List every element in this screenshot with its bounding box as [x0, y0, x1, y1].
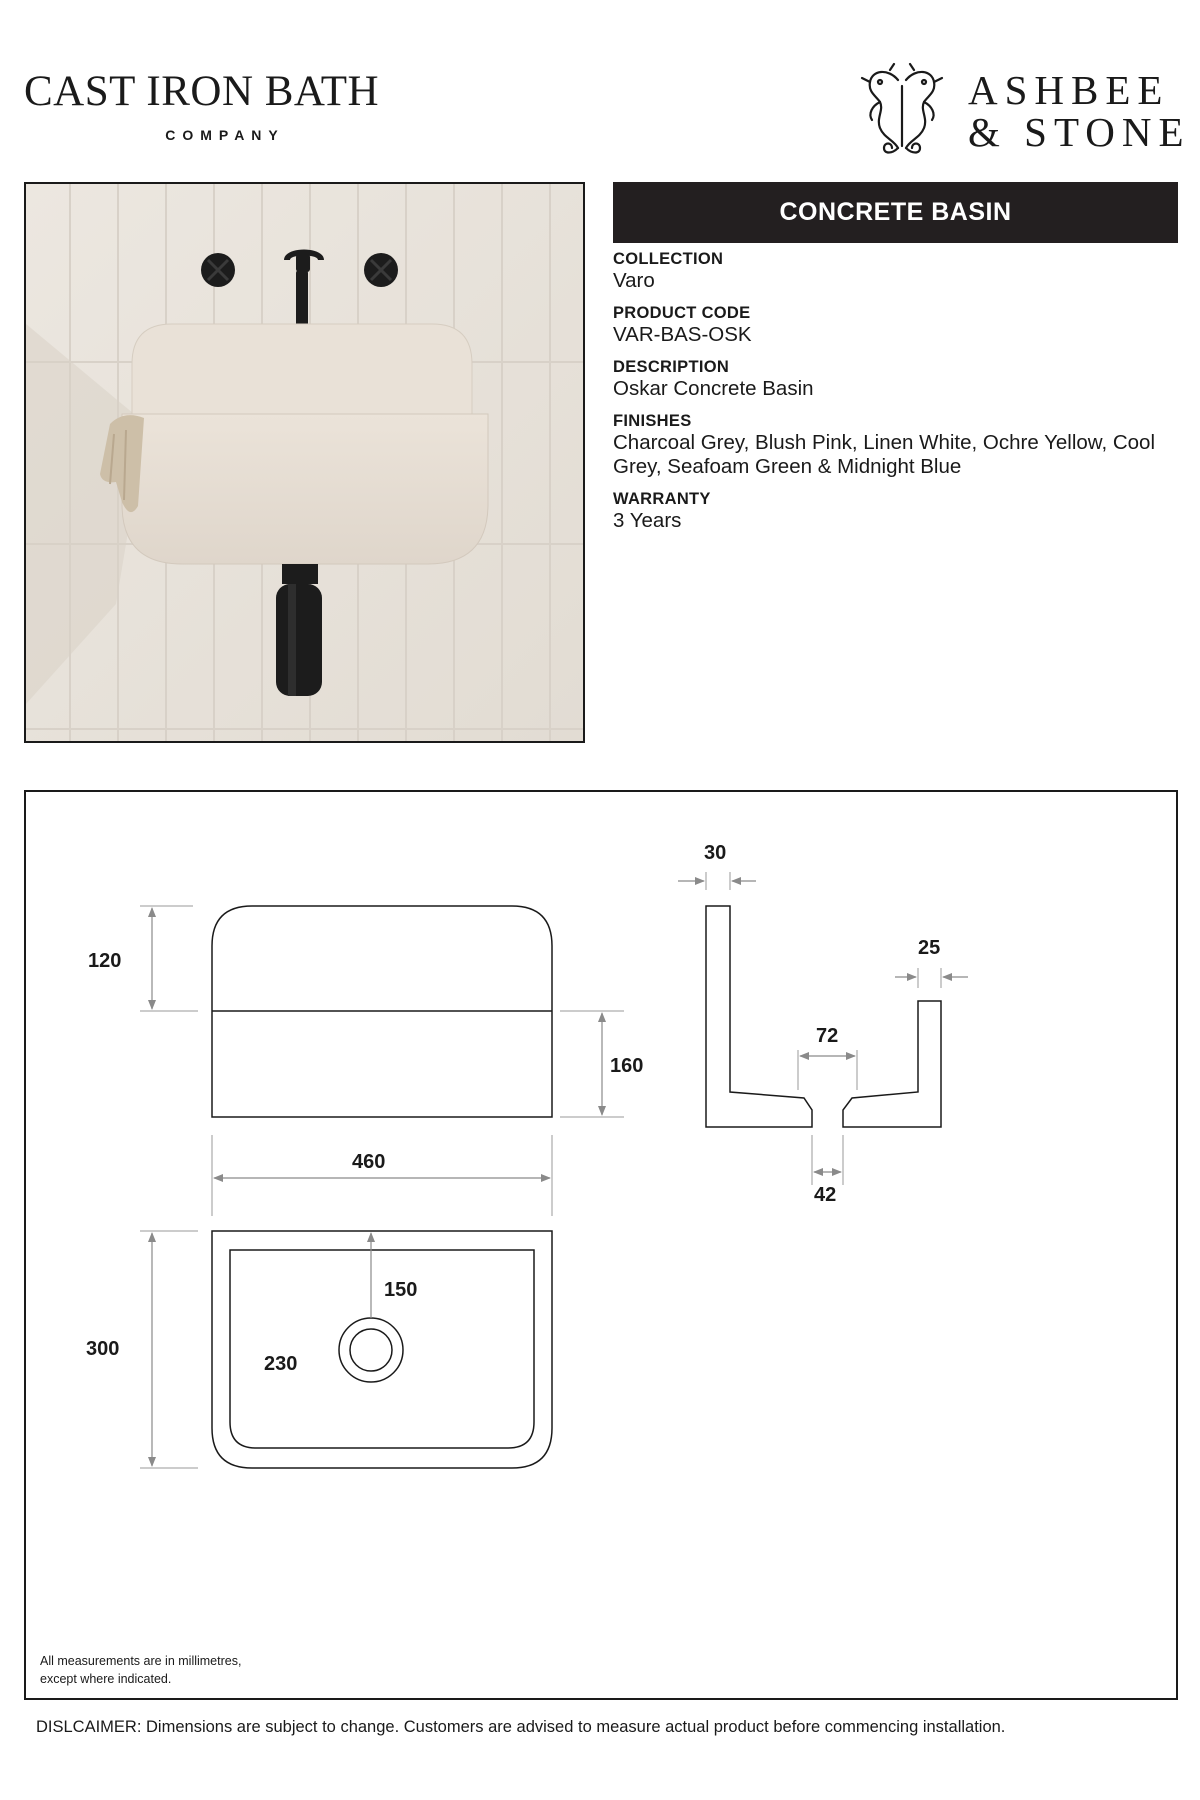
- plan-view-bowl: [230, 1250, 534, 1448]
- dim-waste-offset: 150: [384, 1279, 418, 1301]
- dimension-drawing: [26, 792, 1176, 1698]
- measurement-note-line-1: All measurements are in millimetres,: [40, 1653, 242, 1668]
- spec-product-code: [613, 304, 1183, 347]
- measurement-note: [40, 1652, 241, 1688]
- spec-label: FINISHES: [613, 411, 692, 430]
- dim-waste-opening: 72: [816, 1025, 839, 1047]
- product-photo: [24, 182, 585, 743]
- product-title: CONCRETE BASIN: [613, 182, 1178, 243]
- spec-value: VAR-BAS-OSK: [613, 322, 752, 346]
- dim-back-thickness: 30: [704, 842, 727, 864]
- dim-bowl-depth: 230: [264, 1353, 298, 1375]
- measurement-note-line-2: except where indicated.: [40, 1671, 172, 1686]
- spec-description: [613, 358, 1183, 401]
- spec-finishes: [613, 412, 1183, 479]
- dim-bowl-height: 160: [610, 1055, 644, 1077]
- ashbee-stone-logo: [858, 62, 1191, 162]
- cast-iron-bath-logo: [24, 70, 404, 143]
- spec-label: WARRANTY: [613, 489, 711, 508]
- spec-value: Charcoal Grey, Blush Pink, Linen White, Ochre Yellow, Cool Grey, Seafoam Green & Midnight Blue: [613, 430, 1155, 478]
- waste-inner: [350, 1329, 392, 1371]
- dim-front-thickness: 25: [918, 937, 941, 959]
- dim-upstand-height: 120: [88, 950, 122, 972]
- dim-width: 460: [352, 1151, 386, 1173]
- seahorse-emblem-icon: [858, 62, 946, 162]
- spec-collection: [613, 250, 1183, 293]
- spec-label: COLLECTION: [613, 250, 724, 268]
- spec-warranty: [613, 490, 1183, 533]
- brand-tagline: COMPANY: [165, 127, 285, 143]
- section-view-outline: [706, 906, 941, 1127]
- spec-value: Oskar Concrete Basin: [613, 376, 814, 400]
- brand-line-2: & STONE: [968, 109, 1191, 155]
- spec-list: [613, 250, 1183, 544]
- disclaimer: DISLCAIMER: Dimensions are subject to change. Customers are advised to measure actual product before commencing installation.: [36, 1718, 1006, 1736]
- spec-label: DESCRIPTION: [613, 357, 730, 376]
- dim-waste-outlet: 42: [814, 1184, 837, 1206]
- spec-label: PRODUCT CODE: [613, 303, 751, 322]
- brand-name: CAST IRON BATH: [24, 68, 380, 115]
- dim-depth: 300: [86, 1338, 120, 1360]
- waste-outer: [339, 1318, 403, 1382]
- plan-view-outline: [212, 1231, 552, 1468]
- brand-line-1: ASHBEE: [968, 67, 1170, 113]
- spec-value: Varo: [613, 268, 655, 292]
- spec-value: 3 Years: [613, 508, 682, 532]
- technical-drawing: [24, 790, 1178, 1700]
